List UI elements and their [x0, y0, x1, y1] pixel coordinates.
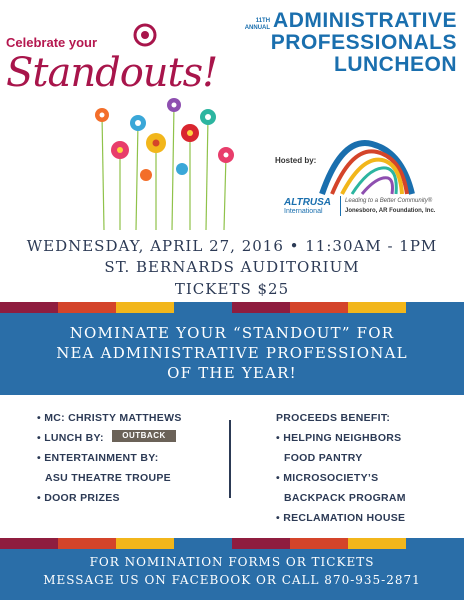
altrusa-tagline: Leading to a Better Community®	[345, 198, 433, 204]
list-item-door-prizes: • DOOR PRIZES	[37, 492, 120, 504]
event-venue: ST. BERNARDS AUDITORIUM	[104, 258, 360, 276]
flower-icon	[176, 163, 188, 175]
list-divider	[229, 420, 231, 498]
proceeds-heading: PROCEEDS BENEFIT:	[276, 412, 391, 424]
footer-line-1: FOR NOMINATION FORMS OR TICKETS	[89, 555, 375, 569]
list-item-entertainment-detail: ASU THEATRE TROUPE	[45, 472, 171, 484]
celebrate-text: Celebrate your	[6, 35, 98, 50]
list-item-mc: • MC: CHRISTY MATTHEWS	[37, 412, 182, 424]
standouts-script-title: Standouts!	[6, 50, 218, 96]
flowers-illustration	[90, 95, 250, 235]
outback-logo: OUTBACK	[112, 430, 176, 442]
list-item-microsociety: • MICROSOCIETY’S	[276, 472, 379, 484]
flower-icon	[140, 169, 152, 181]
flower-icon	[130, 20, 160, 50]
list-item-backpack-program: BACKPACK PROGRAM	[284, 492, 406, 504]
title-line-1: ADMINISTRATIVE	[273, 9, 457, 32]
altrusa-foundation: Jonesboro, AR Foundation, Inc.	[345, 208, 436, 214]
banner-line-3: OF THE YEAR!	[167, 364, 297, 382]
event-title	[215, 10, 457, 76]
list-item-food-pantry: FOOD PANTRY	[284, 452, 363, 464]
altrusa-logo-swoosh	[282, 136, 452, 196]
hosted-by-label: Hosted by:	[275, 156, 317, 165]
logo-divider	[340, 196, 341, 216]
banner-line-2: NEA ADMINISTRATIVE PROFESSIONAL	[56, 344, 408, 362]
footer-line-2: MESSAGE US ON FACEBOOK OR CALL 870-935-2871	[43, 573, 421, 587]
title-line-2: PROFESSIONALS	[270, 31, 457, 54]
list-item-entertainment: • ENTERTAINMENT BY:	[37, 452, 159, 464]
list-item-reclamation-house: • RECLAMATION HOUSE	[276, 512, 406, 524]
altrusa-international: International	[284, 208, 323, 215]
banner-line-1: NOMINATE YOUR “STANDOUT” FOR	[69, 324, 395, 342]
event-tickets: TICKETS $25	[174, 280, 290, 298]
altrusa-name: ALTRUSA	[284, 197, 332, 208]
list-item-lunch: • LUNCH BY:	[37, 432, 104, 444]
list-item-helping-neighbors: • HELPING NEIGHBORS	[276, 432, 402, 444]
color-stripe-top	[0, 302, 464, 313]
title-line-3: LUNCHEON	[334, 53, 457, 76]
color-stripe-bottom	[0, 538, 464, 549]
event-date-time: WEDNESDAY, APRIL 27, 2016 • 11:30AM - 1PM	[26, 237, 438, 255]
annual-ordinal: 11TH ANNUAL	[244, 18, 271, 31]
